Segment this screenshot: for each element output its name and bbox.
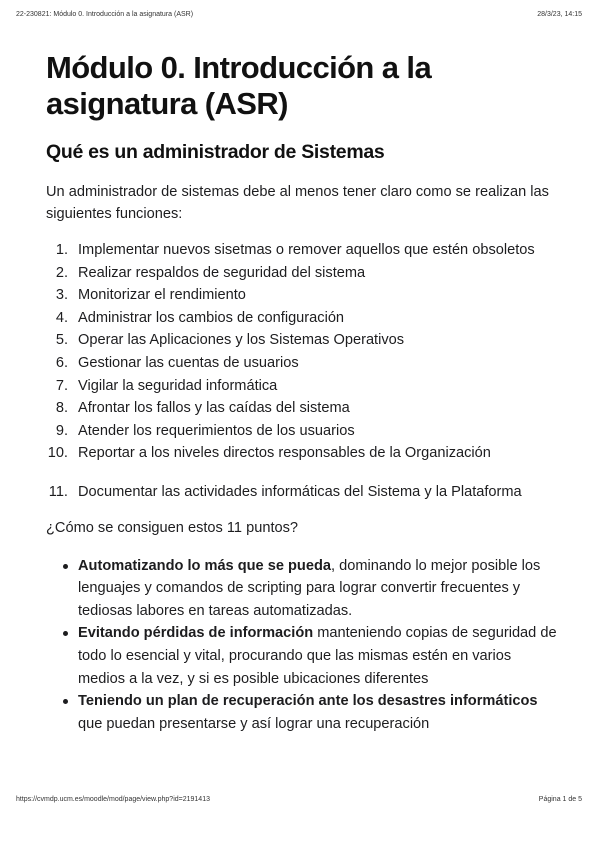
list-item [46, 442, 561, 465]
list-item-text: Afrontar los fallos y las caídas del sistema [78, 400, 350, 417]
bullet-icon [63, 699, 68, 704]
list-item-text: Implementar nuevos sisetmas o remover aquellos que estén obsoletos [78, 242, 535, 258]
header-document-title: 22-230821: Módulo 0. Introducción a la asignatura (ASR) [16, 11, 194, 18]
bullet-item-text: que puedan presentarse y así lograr una recuperación [78, 715, 430, 732]
print-header [16, 11, 582, 18]
page-title: Módulo 0. Introducción a la asignatura (ASR) [46, 50, 432, 121]
bullet-item-text: manteniendo copias de seguridad de todo lo esencial y vital, procurando que las mismas estén en varios medios a la vez, y si es posible ubicaciones diferentes [78, 625, 557, 687]
bullet-item [46, 690, 561, 735]
bullet-item-emphasis: Evitando pérdidas de información [78, 625, 314, 642]
list-item-number: 8. [55, 400, 68, 417]
list-item [46, 239, 561, 262]
list-item-number: 9. [55, 422, 68, 439]
list-item [46, 420, 561, 443]
footer-url: https://cvmdp.ucm.es/moodle/mod/page/view.php?id=2191413 [16, 796, 210, 803]
list-item-text: Realizar respaldos de seguridad del sistema [78, 264, 366, 281]
list-item-text: Administrar los cambios de configuración [78, 309, 345, 326]
page-content [46, 50, 561, 735]
list-item-text: Atender los requerimientos de los usuarios [78, 422, 355, 439]
list-item [46, 481, 561, 504]
list-item-text: Documentar las actividades informáticas del Sistema y la Plataforma [78, 483, 522, 500]
list-item-number: 4. [55, 309, 68, 326]
bullet-item-emphasis: Teniendo un plan de recuperación ante los desastres informáticos [78, 693, 538, 710]
list-item [46, 352, 561, 375]
list-item-number: 1. [55, 242, 68, 258]
list-item-text: Vigilar la seguridad informática [78, 377, 278, 394]
list-item-number: 2. [55, 264, 68, 281]
list-item-number: 10. [47, 445, 68, 462]
footer-page-number: Página 1 de 5 [538, 796, 582, 803]
list-item-text: Monitorizar el rendimiento [78, 287, 246, 304]
list-item [46, 262, 561, 285]
list-item [46, 375, 561, 398]
list-item-text: Gestionar las cuentas de usuarios [78, 354, 299, 371]
list-item-number: 3. [55, 287, 68, 304]
list-item [46, 329, 561, 352]
intro-paragraph: Un administrador de sistemas debe al menos tener claro como se realizan las siguientes funciones: [46, 184, 549, 222]
bullet-item [46, 622, 561, 690]
list-item-number: 6. [55, 354, 68, 371]
functions-list [46, 239, 561, 504]
list-item-text: Operar las Aplicaciones y los Sistemas Operativos [78, 332, 405, 349]
bullet-item-text: , dominando lo mejor posible los lenguajes y comandos de scripting para lograr convertir frecuentes y tediosas labores en tareas automatizadas. [78, 557, 541, 619]
list-item-number: 7. [55, 377, 68, 394]
list-item [46, 284, 561, 307]
bullet-item [46, 555, 561, 623]
section-heading: Qué es un administrador de Sistemas [46, 141, 385, 163]
list-item-number: 11. [48, 483, 68, 500]
print-footer [16, 796, 582, 803]
list-item-number: 5. [55, 332, 68, 349]
bullet-icon [63, 564, 68, 569]
bullet-item-emphasis: Automatizando lo más que se pueda [78, 557, 331, 574]
question-paragraph: ¿Cómo se consiguen estos 11 puntos? [46, 519, 299, 536]
list-item-text: Reportar a los niveles directos responsables de la Organización [78, 445, 491, 462]
list-item [46, 397, 561, 420]
bullet-icon [63, 631, 68, 636]
header-datetime: 28/3/23, 14:15 [537, 11, 582, 18]
list-item [46, 307, 561, 330]
methods-list [46, 555, 561, 736]
